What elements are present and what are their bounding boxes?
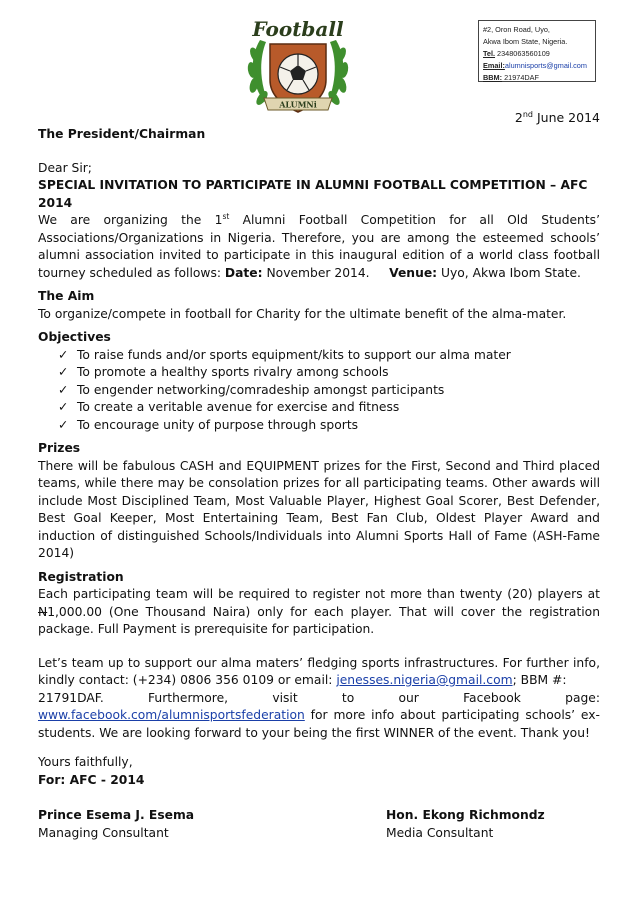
check-icon: ✓ bbox=[58, 347, 69, 362]
check-icon: ✓ bbox=[58, 365, 69, 379]
list-item bbox=[58, 417, 600, 435]
contact-text: Let’s team up to support our alma maters’ fledging sports infrastructures. For further info, kindly contact: (+234) 0806 356 0109 or email: bbox=[38, 655, 600, 687]
signatory-title: Media Consultant bbox=[386, 825, 494, 840]
registration-text-2: 1,000.00 (One Thousand Naira) only for each player. That will cover the registration package. Full Payment is prerequisite for participation. bbox=[38, 604, 600, 636]
signatory bbox=[38, 807, 386, 842]
contact-email-link[interactable]: jenesses.nigeria@gmail.com bbox=[336, 673, 513, 687]
objective-text: To encourage unity of purpose through sports bbox=[77, 417, 359, 432]
salutation: Dear Sir; bbox=[38, 160, 92, 175]
aim-text: To organize/compete in football for Charity for the ultimate benefit of the alma-mater. bbox=[38, 306, 567, 321]
list-item bbox=[58, 382, 600, 400]
contact-text-3: for more info about participating schools’ ex-students. We are looking forward to your being the first WINNER of the event. Thank you! bbox=[38, 708, 600, 740]
logo-title: Football bbox=[252, 17, 344, 41]
bbm-label: BBM: bbox=[483, 73, 503, 82]
intro-paragraph bbox=[38, 212, 600, 282]
date-suffix: nd bbox=[522, 110, 534, 119]
logo-ribbon-text: ALUMNi bbox=[279, 99, 317, 110]
naira-symbol: N bbox=[38, 604, 48, 619]
objectives-list bbox=[38, 347, 600, 435]
intro-text: We are organizing the 1 bbox=[38, 213, 223, 227]
objective-text: To promote a healthy sports rivalry among schools bbox=[77, 365, 389, 379]
objective-text: To create a veritable avenue for exercise and fitness bbox=[77, 400, 400, 414]
venue-label: Venue: bbox=[389, 265, 438, 280]
address-box bbox=[478, 20, 596, 82]
football-alumni-logo bbox=[238, 10, 358, 124]
date-day: 2 bbox=[514, 110, 523, 126]
tel-value: 2348063560109 bbox=[495, 49, 550, 58]
signatory bbox=[386, 807, 545, 842]
contact-paragraph bbox=[38, 655, 600, 690]
list-item bbox=[58, 364, 600, 382]
registration-text-1: Each participating team will be required to register not more than twenty (20) players at bbox=[38, 587, 600, 601]
contact-line: 21791DAF. Furthermore, visit to our Facebook page: bbox=[38, 690, 600, 705]
check-icon: ✓ bbox=[58, 417, 69, 432]
prizes-heading: Prizes bbox=[38, 441, 81, 455]
letter-body bbox=[38, 126, 600, 842]
organization: For: AFC - 2014 bbox=[38, 772, 145, 787]
objective-text: To raise funds and/or sports equipment/kits to support our alma mater bbox=[77, 347, 511, 362]
recipient: The President/Chairman bbox=[38, 127, 206, 141]
venue-value: Uyo, Akwa Ibom State. bbox=[437, 265, 581, 280]
email-label: Email: bbox=[483, 61, 505, 70]
signatory-name: Prince Esema J. Esema bbox=[38, 808, 195, 822]
signatory-title: Managing Consultant bbox=[38, 825, 169, 840]
intro-text-2: Alumni Football Competition for all Old Students’ Associations/Organizations in Nigeria. Therefore, you are among the esteemed schools’ alumni association invited to participate in this inaugural edition of a world class football tourney scheduled as follows: bbox=[38, 213, 600, 280]
objectives-heading: Objectives bbox=[38, 330, 111, 344]
address-line: #2, Oron Road, Uyo, bbox=[483, 25, 550, 34]
objective-text: To engender networking/comradeship amongst participants bbox=[77, 382, 445, 397]
registration-heading: Registration bbox=[38, 569, 124, 584]
contact-bbm-text: ; BBM #: bbox=[512, 673, 567, 687]
address-email bbox=[483, 60, 591, 72]
aim-heading: The Aim bbox=[38, 289, 95, 303]
facebook-link[interactable]: www.facebook.com/alumnisportsfederation bbox=[38, 708, 305, 722]
address-bbm bbox=[483, 72, 591, 84]
subject-line: SPECIAL INVITATION TO PARTICIPATE IN ALUMNI FOOTBALL COMPETITION – AFC 2014 bbox=[38, 178, 588, 210]
signatories bbox=[38, 807, 600, 842]
signatory-name: Hon. Ekong Richmondz bbox=[386, 808, 545, 822]
date-value: November 2014. bbox=[262, 265, 370, 280]
email-value[interactable]: alumnisports@gmail.com bbox=[504, 61, 587, 70]
closing: Yours faithfully, bbox=[38, 755, 133, 769]
registration-text bbox=[38, 586, 600, 639]
address-tel bbox=[483, 48, 591, 60]
check-icon: ✓ bbox=[58, 382, 69, 397]
letter-date bbox=[515, 110, 600, 125]
bbm-value: 21974DAF bbox=[502, 73, 539, 82]
intro-sup: st bbox=[222, 211, 230, 221]
contact-paragraph-2 bbox=[38, 707, 600, 742]
tel-label: Tel. bbox=[483, 49, 496, 58]
date-label: Date: bbox=[224, 265, 263, 280]
address-line: Akwa Ibom State, Nigeria. bbox=[483, 37, 568, 46]
date-rest: June 2014 bbox=[533, 110, 600, 126]
check-icon: ✓ bbox=[58, 400, 69, 414]
list-item bbox=[58, 347, 600, 365]
list-item bbox=[58, 399, 600, 417]
prizes-text: There will be fabulous CASH and EQUIPMENT prizes for the First, Second and Third placed teams, while there may be consolation prizes for all participating teams. Other awards will include Most Disciplined Team, Most Valuable Player, Highest Goal Scorer, Best Defender, Best Goal Keeper, Most Entertaining Team, Best Fan Club, Oldest Player Award and induction of distinguished Schools/Individuals into Alumni Sports Hall of Fame (ASH-Fame 2014) bbox=[38, 458, 600, 560]
